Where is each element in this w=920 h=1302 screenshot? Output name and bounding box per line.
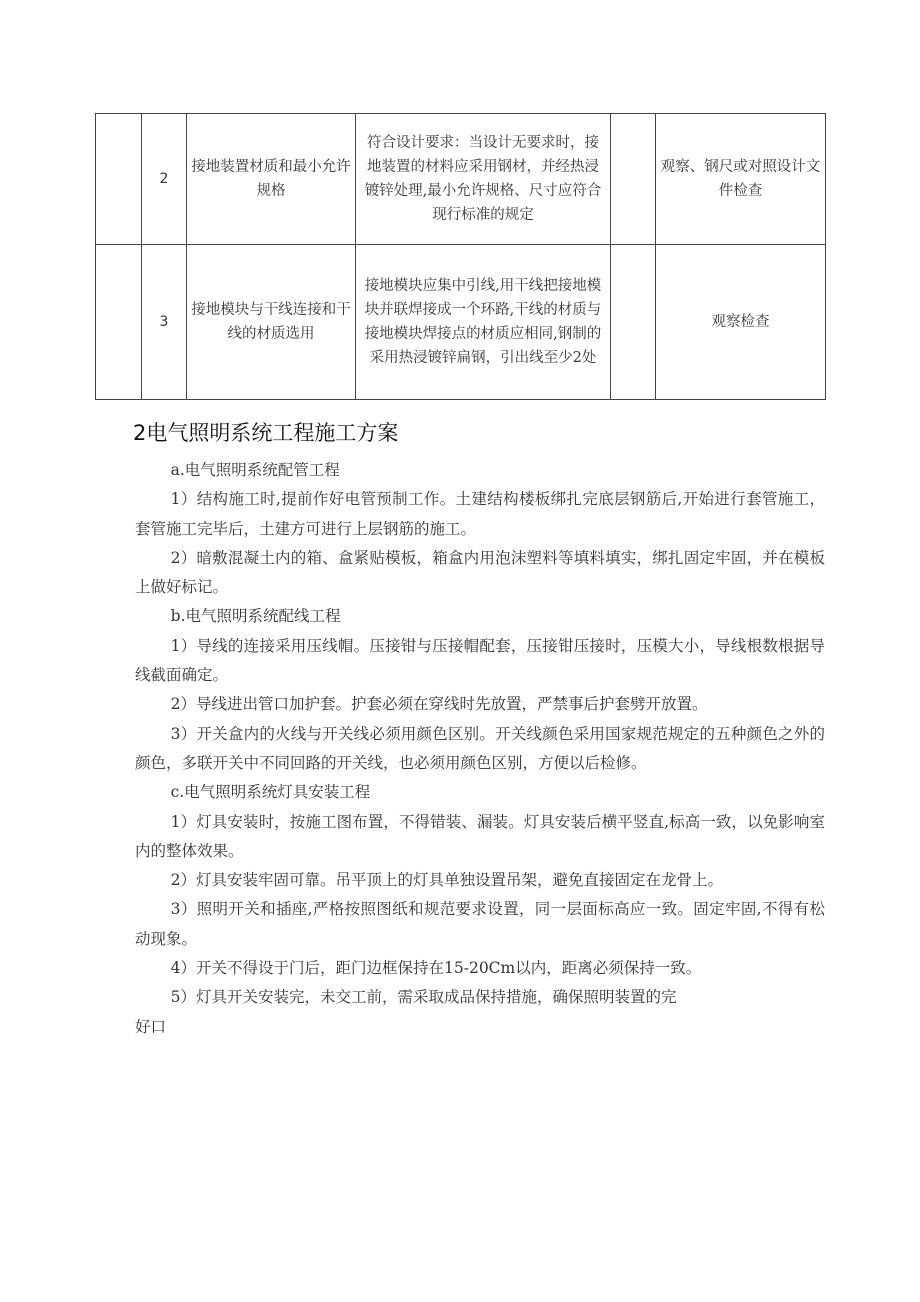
section-title: 2电气照明系统工程施工方案 [133, 421, 399, 445]
paragraph: 1）灯具安装时，按施工图布置，不得错装、漏装。灯具安装后横平竖直,标高一致，以免影响室内的整体效果。 [135, 812, 825, 860]
paragraph: 3）开关盒内的火线与开关线必须用颜色区别。开关线颜色采用国家规范规定的五种颜色之外的颜色，多联开关中不同回路的开关线，也必须用颜色区别，方便以后检修。 [135, 724, 825, 772]
paragraph: 3）照明开关和插座,严格按照图纸和规范要求设置，同一层面标高应一致。固定牢固,不得有松动现象。 [135, 900, 825, 948]
inspection-table [95, 113, 826, 400]
inspection-requirement: 符合设计要求：当设计无要求时，接地装置的材料应采用钢材，并经热浸镀锌处理,最小允许规格、尺寸应符合现行标准的规定 [356, 114, 611, 245]
section-body [135, 456, 825, 1042]
table-cell-empty [96, 245, 142, 400]
inspection-requirement: 接地模块应集中引线,用干线把接地模块并联焊接成一个环路,干线的材质与接地模块焊接点的材质应相同,钢制的采用热浸镀锌扁钢，引出线至少2处 [356, 245, 611, 400]
table-row [96, 245, 826, 400]
subsection-heading: c.电气照明系统灯具安装工程 [170, 783, 371, 802]
row-number: 3 [142, 245, 187, 400]
paragraph: 1）结构施工时,提前作好电管预制工作。土建结构楼板绑扎完底层钢筋后,开始进行套管施工，套管施工完毕后，土建方可进行上层钢筋的施工。 [135, 490, 825, 538]
subsection-heading: a.电气照明系统配管工程 [170, 461, 340, 479]
table-cell-empty [611, 245, 656, 400]
table-cell-empty [96, 114, 142, 245]
inspection-method: 观察、钢尺或对照设计文件检查 [656, 114, 826, 245]
paragraph: 2）灯具安装牢固可靠。吊平顶上的灯具单独设置吊架，避免直接固定在龙骨上。 [170, 871, 724, 890]
paragraph: 好口 [135, 1017, 167, 1036]
paragraph: 1）导线的连接采用压线帽。压接钳与压接帽配套，压接钳压接时，压模大小，导线根数根据导线截面确定。 [135, 636, 825, 685]
inspection-item: 接地模块与干线连接和干线的材质选用 [187, 245, 356, 400]
paragraph: 4）开关不得设于门后，距门边框保持在15-20Cm以内，距离必须保持一致。 [170, 959, 702, 978]
paragraph: 5）灯具开关安装完，未交工前，需采取成品保持措施，确保照明装置的完 [170, 988, 677, 1007]
paragraph: 2）导线进出管口加护套。护套必须在穿线时先放置，严禁事后护套劈开放置。 [170, 695, 708, 714]
row-number: 2 [142, 114, 187, 245]
paragraph: 2）暗敷混凝土内的箱、盒紧贴模板，箱盒内用泡沫塑料等填料填实，绑扎固定牢固，并在模板上做好标记。 [135, 548, 825, 597]
inspection-method: 观察检查 [656, 245, 826, 400]
inspection-item: 接地装置材质和最小允许规格 [187, 114, 356, 245]
table-row [96, 114, 826, 245]
subsection-heading: b.电气照明系统配线工程 [170, 607, 341, 626]
table-cell-empty [611, 114, 656, 245]
